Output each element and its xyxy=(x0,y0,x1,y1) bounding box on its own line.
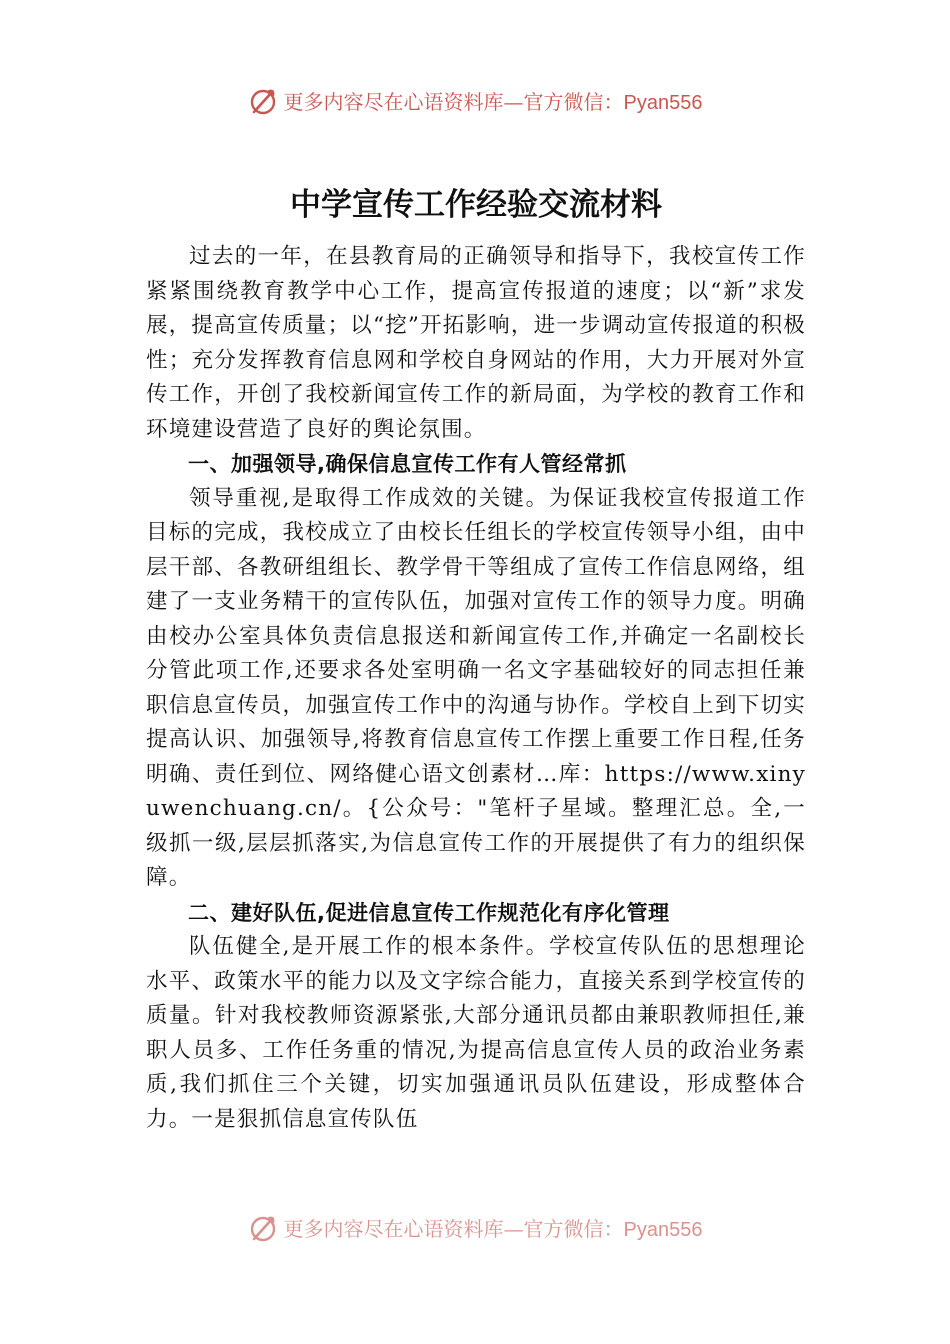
quill-logo-icon xyxy=(248,86,278,116)
section-heading-1: 一、加强领导,确保信息宣传工作有人管经常抓 xyxy=(188,452,627,476)
watermark-footer xyxy=(0,1213,950,1243)
quill-logo-icon xyxy=(248,1213,278,1243)
watermark-header xyxy=(0,86,950,116)
paragraph-section-2: 队伍健全,是开展工作的根本条件。学校宣传队伍的思想理论水平、政策水平的能力以及文字综合能力，直接关系到学校宣传的质量。针对我校教师资源紧张,大部分通讯员都由兼职教师担任,兼职人员多、工作任务重的情况,为提高信息宣传人员的政治业务素质,我们抓住三个关键，切实加强通讯员队伍建设，形成整体合力。一是狠抓信息宣传队伍 xyxy=(146,934,806,1132)
document-title: 中学宣传工作经验交流材料 xyxy=(290,187,662,223)
section-heading-2: 二、建好队伍,促进信息宣传工作规范化有序化管理 xyxy=(188,900,670,925)
watermark-id: Pyan556 xyxy=(623,1219,703,1241)
paragraph-section-1: 领导重视,是取得工作成效的关键。为保证我校宣传报道工作目标的完成，我校成立了由校长任组长的学校宣传领导小组，由中层干部、各教研组组长、教学骨干等组成了宣传工作信息网络，组建了一支业务精干的宣传队伍，加强对宣传工作的领导力度。明确由校办公室具体负责信息报送和新闻宣传工作,并确定一名副校长分管此项工作,还要求各处室明确一名文字基础较好的同志担任兼职信息宣传员，加强宣传工作中的沟通与协作。学校自上到下切实提高认识、加强领导,将教育信息宣传工作摆上重要工作日程,任务明确、责任到位、网络健心语文创素材…库：https://www.xinyuwenchuang.cn/。{公众号："笔杆子星域。整理汇总。全,一级抓一级,层层抓落实,为信息宣传工作的开展提供了有力的组织保障。 xyxy=(146,485,806,890)
watermark-text: 更多内容尽在心语资料库—官方微信： xyxy=(283,90,624,114)
watermark-text: 更多内容尽在心语资料库—官方微信： xyxy=(283,1217,624,1241)
paragraph-intro: 过去的一年，在县教育局的正确领导和指导下，我校宣传工作紧紧围绕教育教学中心工作，提高宣传报道的速度；以“新”求发展，提高宣传质量；以“挖”开拓影响，进一步调动宣传报道的积极性；充分发挥教育信息网和学校自身网站的作用，大力开展对外宣传工作，开创了我校新闻宣传工作的新局面，为学校的教育工作和环境建设营造了良好的舆论氛围。 xyxy=(146,244,806,442)
watermark-id: Pyan556 xyxy=(623,92,703,114)
document-body xyxy=(146,180,806,1137)
